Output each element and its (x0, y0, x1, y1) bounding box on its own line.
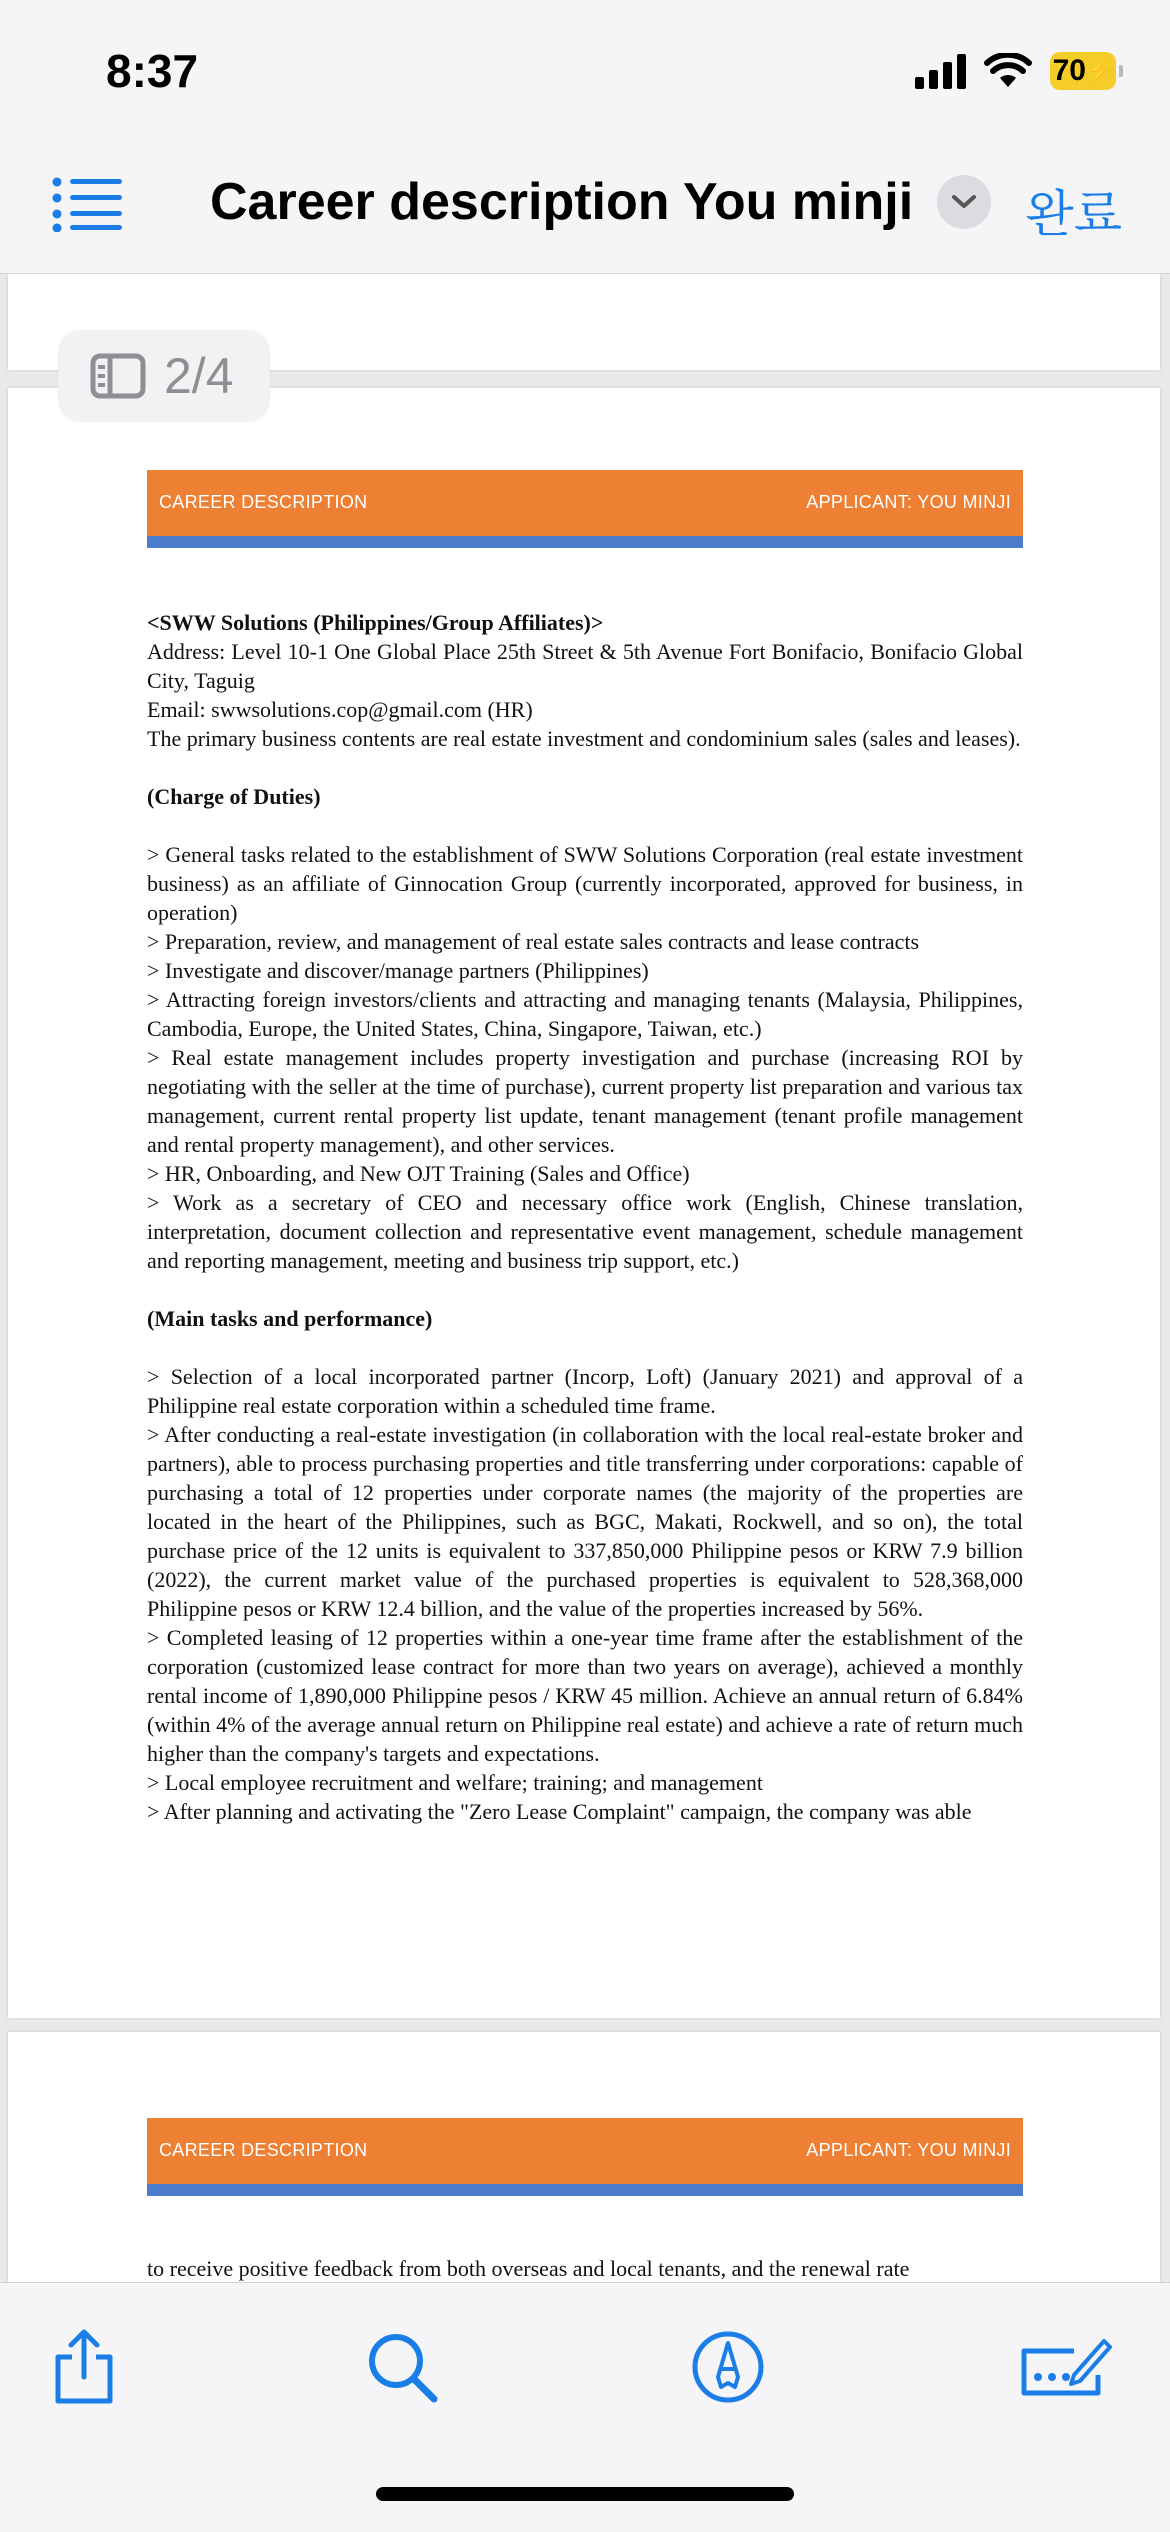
form-signature-icon (1016, 2327, 1116, 2407)
doc-header-right: APPLICANT: YOU MINJI (806, 2140, 1011, 2160)
company-address: Address: Level 10-1 One Global Place 25th Street & 5th Avenue Fort Bonifacio, Bonifacio Global City, Taguig (147, 639, 1023, 693)
document-body (147, 2254, 1023, 2283)
search-button[interactable] (362, 2327, 442, 2407)
task-item: > Local employee recruitment and welfare; training; and management (147, 1770, 763, 1795)
navigation-bar (0, 150, 1170, 260)
doc-header-left: CAREER DESCRIPTION (159, 492, 368, 512)
home-indicator[interactable] (376, 2487, 794, 2501)
share-icon (44, 2327, 124, 2407)
task-item: > Completed leasing of 12 properties within a one-year time frame after the establishment of the corporation (customized lease contract for more than two years on average), achieved a monthly rental income of 1,890,000 Philippine pesos / KRW 45 million. Achieve an annual return of 6.84% (within 4% of the average annual return on Philippine real estate) and achieve a rate of return much higher than the company's targets and expectations. (147, 1625, 1023, 1766)
status-icons (915, 52, 1116, 90)
battery-level: 70 (1052, 54, 1086, 87)
duty-item: > Preparation, review, and management of real estate sales contracts and lease contracts (147, 929, 920, 954)
document-title-menu[interactable] (210, 172, 991, 232)
outline-list-button[interactable] (52, 176, 124, 232)
markup-pen-icon (688, 2327, 768, 2407)
tasks-heading: (Main tasks and performance) (147, 1306, 433, 1331)
doc-header-bar (147, 2118, 1023, 2196)
doc-header-bar (147, 470, 1023, 548)
share-button[interactable] (44, 2327, 124, 2407)
task-item: > Selection of a local incorporated partner (Incorp, Loft) (January 2021) and approval of a Philippine real estate corporation within a scheduled time frame. (147, 1364, 1023, 1418)
page-count: 2/4 (164, 348, 234, 404)
duty-item: > Real estate management includes property investigation and purchase (increasing ROI by negotiating with the seller at the time of purchase), current property list preparation and various tax management, current rental property list update, tenant management (tenant profile management and rental property management), and other services. (147, 1045, 1023, 1157)
duties-heading: (Charge of Duties) (147, 784, 321, 809)
duty-item: > Work as a secretary of CEO and necessary office work (English, Chinese translation, interpretation, document collection and representative event management, schedule management and reporting management, meeting and business trip support, etc.) (147, 1190, 1023, 1273)
search-icon (362, 2327, 442, 2407)
form-fill-button[interactable] (1016, 2327, 1116, 2407)
page-indicator[interactable] (58, 330, 270, 422)
doc-header-right: APPLICANT: YOU MINJI (806, 492, 1011, 512)
status-time: 8:37 (106, 45, 199, 97)
document-page-2 (8, 388, 1160, 2018)
chevron-down-icon[interactable] (937, 175, 991, 229)
list-icon (52, 176, 124, 232)
markup-button[interactable] (688, 2327, 768, 2407)
company-business: The primary business contents are real estate investment and condominium sales (sales and leases). (147, 726, 1021, 751)
duty-item: > HR, Onboarding, and New OJT Training (Sales and Office) (147, 1161, 690, 1186)
done-button[interactable]: 완료 (1025, 186, 1122, 242)
document-body (147, 608, 1023, 1826)
doc-header-left: CAREER DESCRIPTION (159, 2140, 368, 2160)
top-bar (0, 0, 1170, 274)
duty-item: > Attracting foreign investors/clients and attracting and managing tenants (Malaysia, Philippines, Cambodia, Europe, the United States, China, Singapore, Taiwan, etc.) (147, 987, 1023, 1041)
continued-text: to receive positive feedback from both overseas and local tenants, and the renewal rate (147, 2256, 910, 2281)
task-item: > After conducting a real-estate investigation (in collaboration with the local real-estate broker and partners), able to process purchasing properties and title transferring under corporations: capable of purchasing a total of 12 properties under corporate names (the majority of the properties are located in the heart of the Philippines, such as BGC, Makati, Rockwell, and so on), the total purchase price of the 12 units is equivalent to 337,850,000 Philippine pesos or KRW 7.9 billion (2022), the current market value of the purchased properties is equivalent to 528,368,000 Philippine pesos or KRW 12.4 billion, and the value of the properties increased by 56%. (147, 1422, 1023, 1621)
duty-item: > General tasks related to the establishment of SWW Solutions Corporation (real estate investment business) as an affiliate of Ginnocation Group (currently incorporated, approved for business, in operation) (147, 842, 1023, 925)
document-title: Career description You minji (210, 173, 914, 231)
wifi-icon (984, 53, 1032, 89)
task-item: > After planning and activating the "Zero Lease Complaint" campaign, the company was able (147, 1799, 972, 1824)
cellular-signal-icon (915, 53, 966, 89)
duty-item: > Investigate and discover/manage partners (Philippines) (147, 958, 649, 983)
sidebar-icon (90, 353, 146, 399)
company-heading: <SWW Solutions (Philippines/Group Affiliates)> (147, 610, 604, 635)
battery-icon: 70 ⚡ (1050, 52, 1116, 90)
company-email: Email: swwsolutions.cop@gmail.com (HR) (147, 697, 533, 722)
